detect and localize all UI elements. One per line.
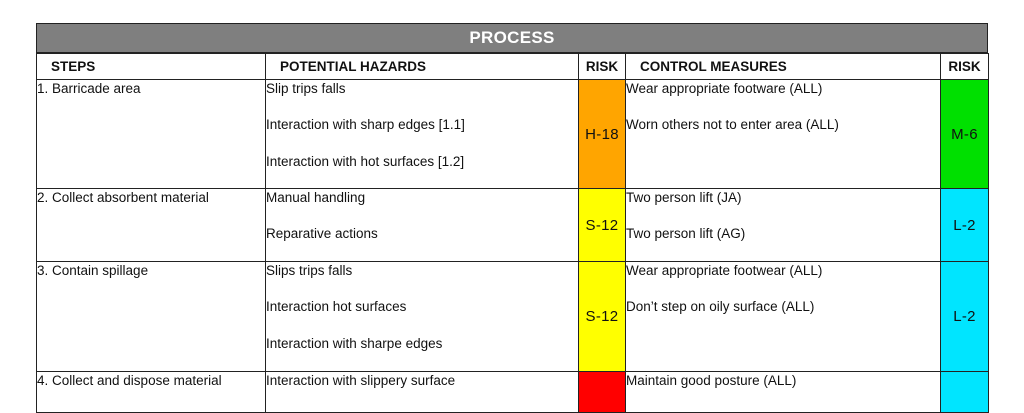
process-banner: PROCESS	[36, 23, 988, 53]
risk-before-badge	[579, 372, 626, 413]
risk-before-badge: S-12	[579, 262, 626, 372]
control-measure-item: Worn others not to enter area (ALL)	[626, 117, 839, 133]
control-measures-cell	[626, 189, 941, 262]
hazards-cell	[266, 262, 579, 372]
process-table-container	[36, 23, 988, 413]
control-measures-cell	[626, 262, 941, 372]
control-measure-item: Wear appropriate footware (ALL)	[626, 81, 823, 96]
hazard-item: Slips trips falls	[266, 263, 353, 278]
header-risk-after: RISK	[941, 54, 989, 80]
hazards-cell	[266, 189, 579, 262]
risk-after-badge: L-2	[941, 262, 989, 372]
hazard-item: Interaction with hot surfaces [1.2]	[266, 153, 465, 169]
table-row	[37, 262, 989, 372]
header-steps: STEPS	[37, 54, 266, 80]
step-cell	[37, 189, 266, 262]
hazard-item: Interaction hot surfaces	[266, 299, 407, 315]
step-label: 2. Collect absorbent material	[37, 190, 209, 205]
step-cell	[37, 372, 266, 413]
table-row	[37, 189, 989, 262]
step-cell	[37, 80, 266, 189]
control-measure-item: Two person lift (AG)	[626, 226, 746, 242]
hazard-item: Interaction with sharp edges [1.1]	[266, 117, 465, 133]
hazard-item: Manual handling	[266, 190, 366, 205]
risk-after-badge: L-2	[941, 189, 989, 262]
hazard-item: Interaction with sharpe edges	[266, 335, 443, 351]
hazards-cell	[266, 372, 579, 413]
control-measure-item: Don’t step on oily surface (ALL)	[626, 299, 815, 315]
step-cell	[37, 262, 266, 372]
risk-after-badge	[941, 372, 989, 413]
table-row	[37, 372, 989, 413]
control-measures-cell	[626, 372, 941, 413]
hazard-item: Interaction with slippery surface	[266, 373, 456, 388]
risk-before-badge: S-12	[579, 189, 626, 262]
control-measure-item: Maintain good posture (ALL)	[626, 373, 797, 388]
risk-before-badge: H-18	[579, 80, 626, 189]
hazard-item: Slip trips falls	[266, 81, 346, 96]
header-risk-before: RISK	[579, 54, 626, 80]
header-potential-hazards: POTENTIAL HAZARDS	[266, 54, 579, 80]
control-measures-cell	[626, 80, 941, 189]
risk-after-badge: M-6	[941, 80, 989, 189]
hazards-cell	[266, 80, 579, 189]
risk-assessment-table	[36, 53, 989, 413]
header-control-measures: CONTROL MEASURES	[626, 54, 941, 80]
table-row	[37, 80, 989, 189]
step-label: 3. Contain spillage	[37, 263, 149, 278]
control-measure-item: Two person lift (JA)	[626, 190, 742, 205]
hazard-item: Reparative actions	[266, 226, 378, 242]
step-label: 4. Collect and dispose material	[37, 373, 222, 388]
step-label: 1. Barricade area	[37, 81, 141, 96]
control-measure-item: Wear appropriate footwear (ALL)	[626, 263, 823, 278]
